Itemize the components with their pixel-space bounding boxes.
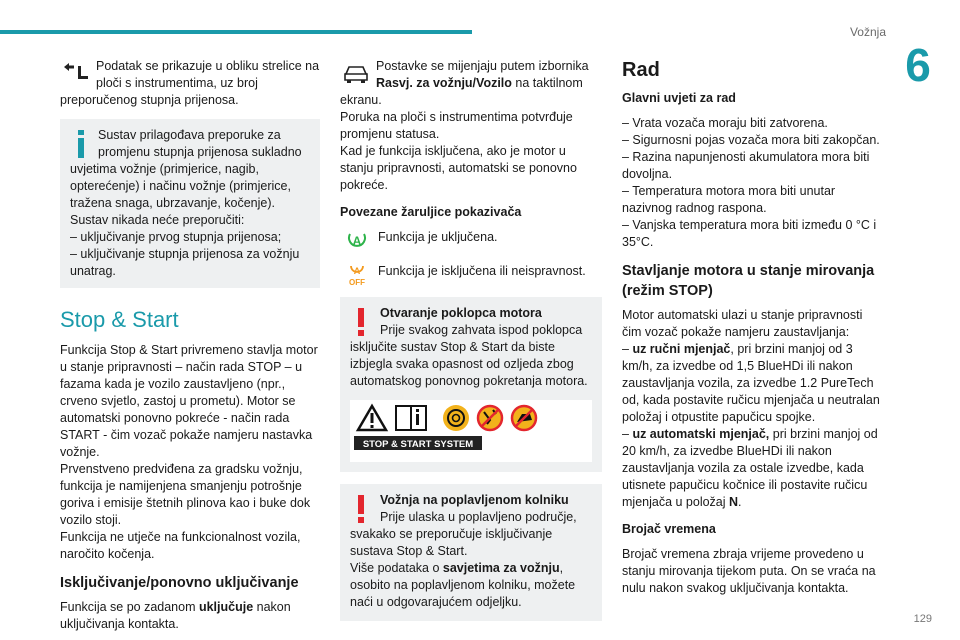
warning-flood-title: Vožnja na poplavljenom kolniku: [380, 493, 569, 507]
info-line-3: – uključivanje prvog stupnja prijenosa;: [70, 230, 282, 244]
condition-item: – Vrata vozača moraju biti zatvorena.: [622, 116, 828, 130]
warning-box-flooded-road: [340, 484, 602, 621]
confirmation-text: Poruka na ploči s instrumentima potvrđuje promjenu statusa.: [340, 110, 573, 141]
warning-box-bonnet: [340, 297, 602, 472]
column-1: [60, 58, 320, 633]
indicator-on-row: [340, 229, 602, 253]
svg-text:OFF: OFF: [349, 278, 365, 287]
stop-start-off-indicator-icon: [340, 263, 374, 287]
column-2: [340, 58, 602, 633]
heading-stop-mode: Stavljanje motora u stanje mirovanja (režim STOP): [622, 263, 875, 299]
car-icon: [340, 60, 372, 86]
page-number: 129: [913, 613, 932, 625]
heading-timer: Brojač vremena: [622, 522, 716, 536]
svg-text:A: A: [352, 234, 362, 248]
stop-start-body-3: Funkcija ne utječe na funkcionalnost vozila, naročito kočenja.: [60, 530, 301, 561]
restart-text: Kad je funkcija isključena, ako je motor u stanju pripravnosti, automatski se ponovno pokreće.: [340, 144, 577, 192]
stop-mode-manual: – uz ručni mjenjač, pri brzini manjoj od 3 km/h, za izvedbe od 1,5 BlueHDi ili nakon zaustavljanja vozila, za izvedbe 1.2 PureTech od, kada postavite ručicu mjenjača u neutralan položaj i otpustite papučicu spojke.: [622, 342, 880, 424]
indicator-off-text: Funkcija je isključena ili neispravnost.: [378, 264, 586, 278]
info-box: [60, 119, 320, 288]
section-name: Vožnja: [849, 25, 886, 39]
section-title-operation: Rad: [622, 59, 660, 81]
header-accent-bar: [0, 30, 472, 34]
gear-shift-arrow-icon: [60, 60, 92, 86]
condition-item: – Razina napunjenosti akumulatora mora biti dovoljna.: [622, 150, 870, 181]
indicator-off-row: [340, 263, 602, 287]
settings-text: Postavke se mijenjaju putem izbornika Rasvj. za vožnju/Vozilo na taktilnom ekranu.: [340, 59, 589, 107]
warning-flood-body-1: Prije ulaska u poplavljeno područje, svakako se preporučuje isključivanje sustava Stop & Start.: [350, 510, 577, 558]
heading-deactivation: Isključivanje/ponovno uključivanje: [60, 575, 299, 591]
warning-bonnet-body: Prije svakog zahvata ispod poklopca isključite sustav Stop & Start da biste izbjegla svaka opasnost od ozljeda zbog automatskog ponovnog pokretanja motora.: [350, 323, 588, 388]
heading-indicator-lamps: Povezane žaruljice pokazivača: [340, 205, 522, 219]
indicator-on-text: Funkcija je uključena.: [378, 230, 498, 244]
timer-text: Brojač vremena zbraja vrijeme provedeno u stanju mirovanja tijekom puta. On se vraća na nulu nakon svakog uključivanja kontakta.: [622, 547, 876, 595]
section-title-stop-start: Stop & Start: [60, 307, 179, 332]
chapter-number: 6: [905, 39, 931, 91]
condition-item: – Sigurnosni pojas vozača mora biti zakopčan.: [622, 133, 880, 147]
stop-start-on-indicator-icon: [340, 229, 374, 253]
settings-paragraph: [340, 58, 602, 109]
stop-mode-automatic: – uz automatski mjenjač, pri brzini manjoj od 20 km/h, za izvedbe BlueHDi ili nakon zaustavljanja vozila za ostale izvedbe, kada utisnete papučicu kočnice ili postavite ručicu mjenjača u položaj N.: [622, 427, 878, 509]
condition-item: – Vanjska temperatura mora biti između 0 °C i 35°C.: [622, 218, 877, 249]
info-line-2: Sustav nikada neće preporučiti:: [70, 213, 245, 227]
heading-main-conditions: Glavni uvjeti za rad: [622, 91, 736, 105]
info-line-1: Sustav prilagođava preporuke za promjenu stupnja prijenosa sukladno uvjetima vožnje (primjerice, nagib, opterećenje) i načinu vožnje (primjerice, tražena snaga, ubrzavanje, kočenje).: [70, 128, 302, 210]
stop-start-body-1: Funkcija Stop & Start privremeno stavlja motor u stanje pripravnosti – način rada STOP – u fazama kada je vozilo zaustavljeno (npr., crveno svjetlo, zastoj u prometu). Motor se automatski ponovno pokreće - način rada START - čim vozač pokaže namjeru nastavka vožnje.: [60, 343, 318, 459]
warning-bonnet-title: Otvaranje poklopca motora: [380, 306, 542, 320]
stop-start-sticker: [350, 400, 592, 462]
stop-start-body-2: Prvenstveno predviđena za gradsku vožnju, funkcija je namijenjena smanjenju potrošnje goriva i emisije štetnih plinova kao i buke dok vozilo stoji.: [60, 462, 311, 527]
warning-exclamation-icon: [350, 492, 372, 526]
warning-exclamation-icon: [350, 305, 372, 339]
info-line-4: – uključivanje stupnja prijenosa za vožnju unatrag.: [70, 247, 300, 278]
warning-flood-body-2: Više podataka o savjetima za vožnju, osobito na poplavljenom kolniku, možete naći u odgovarajućem odjeljku.: [350, 561, 576, 609]
info-icon: [70, 127, 92, 161]
gear-hint-paragraph: [60, 58, 320, 109]
svg-text:STOP & START SYSTEM: STOP & START SYSTEM: [362, 439, 474, 450]
gear-hint-text: Podatak se prikazuje u obliku strelice na ploči s instrumentima, uz broj preporučenog stupnja prijenosa.: [60, 59, 320, 107]
deactivation-text: Funkcija se po zadanom uključuje nakon uključivanja kontakta.: [60, 600, 291, 631]
svg-text:A: A: [353, 266, 361, 276]
condition-item: – Temperatura motora mora biti unutar nazivnog radnog raspona.: [622, 184, 836, 215]
column-3: [622, 58, 884, 597]
stop-mode-intro: Motor automatski ulazi u stanje pripravnosti čim vozač pokaže namjeru zaustavljanja:: [622, 308, 863, 339]
